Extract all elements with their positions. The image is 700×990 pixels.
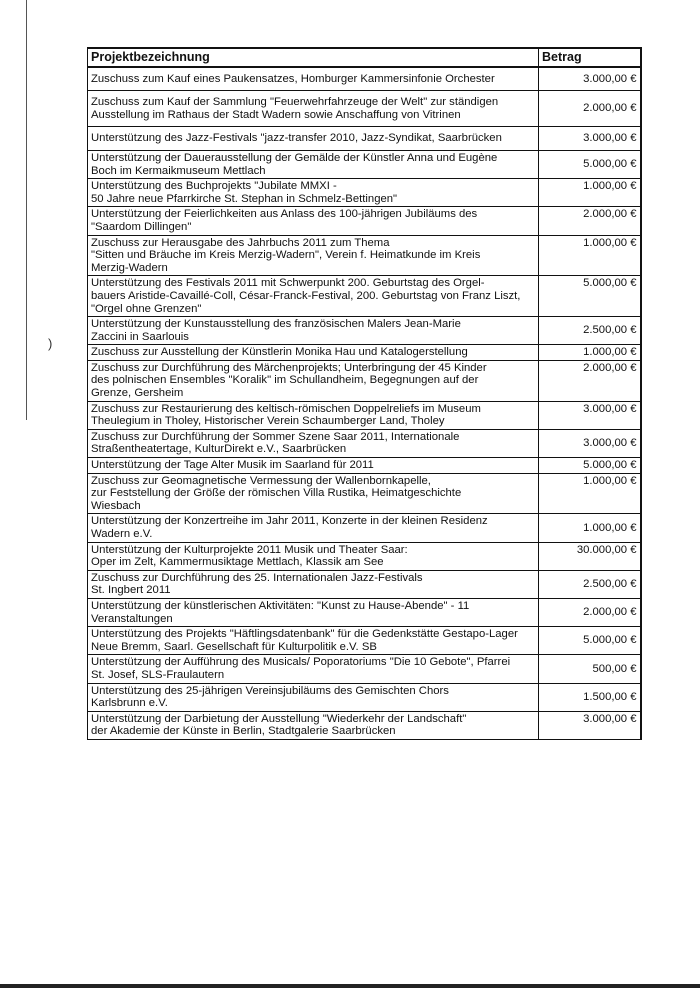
table-row	[88, 317, 641, 345]
table-row	[88, 458, 641, 474]
project-description: Zuschuss zur Herausgabe des Jahrbuchs 2011 zum Thema "Sitten und Bräuche im Kreis Merzig-Wadern", Verein f. Heimatkunde im Kreis Merzig-Wadern	[88, 235, 539, 276]
project-description: Unterstützung des Festivals 2011 mit Schwerpunkt 200. Geburtstag des Orgel- bauers Aristide-Cavaillé-Coll, César-Franck-Festival, 200. Geburtstag von Franz Liszt, "Orgel ohne Grenzen"	[88, 276, 539, 317]
table-row	[88, 345, 641, 361]
project-description: Unterstützung des Jazz-Festivals "jazz-transfer 2010, Jazz-Syndikat, Saarbrücken	[88, 127, 539, 151]
project-amount: 5.000,00 €	[539, 627, 641, 655]
project-description: Unterstützung der Darbietung der Ausstellung "Wiederkehr der Landschaft" der Akademie der Künste in Berlin, Stadtgalerie Saarbrücken	[88, 711, 539, 739]
project-amount: 1.000,00 €	[539, 345, 641, 361]
project-amount: 1.000,00 €	[539, 473, 641, 514]
table-row	[88, 655, 641, 683]
project-description: Unterstützung der Kulturprojekte 2011 Musik und Theater Saar: Oper im Zelt, Kammermusiktage Mettlach, Klassik am See	[88, 542, 539, 570]
project-description: Unterstützung der Aufführung des Musicals/ Poporatoriums "Die 10 Gebote", Pfarrei St. Josef, SLS-Fraulautern	[88, 655, 539, 683]
table-row	[88, 207, 641, 235]
project-amount: 3.000,00 €	[539, 127, 641, 151]
table-row	[88, 683, 641, 711]
project-amount: 5.000,00 €	[539, 458, 641, 474]
project-amount: 3.000,00 €	[539, 401, 641, 429]
project-amount: 1.000,00 €	[539, 179, 641, 207]
table-row	[88, 429, 641, 457]
margin-mark: )	[48, 336, 53, 351]
project-amount: 5.000,00 €	[539, 276, 641, 317]
project-description: Zuschuss zur Restaurierung des keltisch-römischen Doppelreliefs im Museum Theulegium in Tholey, Historischer Verein Schaumberger Land, Tholey	[88, 401, 539, 429]
project-description: Unterstützung der Konzertreihe im Jahr 2011, Konzerte in der kleinen Residenz Wadern e.V.	[88, 514, 539, 542]
table-row	[88, 627, 641, 655]
table-row	[88, 514, 641, 542]
project-description: Zuschuss zum Kauf eines Paukensatzes, Homburger Kammersinfonie Orchester	[88, 67, 539, 91]
project-description: Zuschuss zur Durchführung des 25. Internationalen Jazz-Festivals St. Ingbert 2011	[88, 570, 539, 598]
bottom-page-rule	[0, 984, 700, 988]
table-row	[88, 235, 641, 276]
project-description: Zuschuss zur Durchführung der Sommer Szene Saar 2011, Internationale Straßentheatertage, KulturDirekt e.V., Saarbrücken	[88, 429, 539, 457]
project-description: Zuschuss zum Kauf der Sammlung "Feuerwehrfahrzeuge der Welt" zur ständigen Ausstellung im Rathaus der Stadt Wadern sowie Anschaffung von Vitrinen	[88, 91, 539, 127]
table-row	[88, 542, 641, 570]
header-amount: Betrag	[539, 48, 641, 67]
project-amount: 2.500,00 €	[539, 570, 641, 598]
project-amount: 1.000,00 €	[539, 235, 641, 276]
table-row	[88, 127, 641, 151]
project-description: Zuschuss zur Ausstellung der Künstlerin Monika Hau und Katalogerstellung	[88, 345, 539, 361]
project-amount: 2.000,00 €	[539, 207, 641, 235]
project-amount: 3.000,00 €	[539, 711, 641, 739]
table-row	[88, 473, 641, 514]
project-amount: 3.000,00 €	[539, 67, 641, 91]
project-description: Unterstützung der Feierlichkeiten aus Anlass des 100-jährigen Jubiläums des "Saardom Dillingen"	[88, 207, 539, 235]
table-row	[88, 91, 641, 127]
table-header-row	[88, 48, 641, 67]
header-project: Projektbezeichnung	[88, 48, 539, 67]
left-margin-rule	[26, 0, 27, 420]
project-description: Unterstützung der Tage Alter Musik im Saarland für 2011	[88, 458, 539, 474]
table-row	[88, 360, 641, 401]
project-amount: 30.000,00 €	[539, 542, 641, 570]
project-description: Unterstützung des 25-jährigen Vereinsjubiläums des Gemischten Chors Karlsbrunn e.V.	[88, 683, 539, 711]
project-amount: 2.000,00 €	[539, 598, 641, 626]
project-description: Zuschuss zur Durchführung des Märchenprojekts; Unterbringung der 45 Kinder des polnischen Ensembles "Koralik" im Schullandheim, Begegnungen auf der Grenze, Gersheim	[88, 360, 539, 401]
table-row	[88, 276, 641, 317]
project-amount: 2.000,00 €	[539, 360, 641, 401]
project-amount: 500,00 €	[539, 655, 641, 683]
project-description: Unterstützung des Buchprojekts "Jubilate MMXI - 50 Jahre neue Pfarrkirche St. Stephan in Schmelz-Bettingen"	[88, 179, 539, 207]
project-amount: 2.000,00 €	[539, 91, 641, 127]
project-amount: 2.500,00 €	[539, 317, 641, 345]
table-row	[88, 711, 641, 739]
project-amount: 3.000,00 €	[539, 429, 641, 457]
project-description: Unterstützung des Projekts "Häftlingsdatenbank" für die Gedenkstätte Gestapo-Lager Neue Bremm, Saarl. Gesellschaft für Kulturpolitik e.V. SB	[88, 627, 539, 655]
project-description: Unterstützung der Kunstausstellung des französischen Malers Jean-Marie Zaccini in Saarlouis	[88, 317, 539, 345]
project-amount: 5.000,00 €	[539, 150, 641, 178]
table-row	[88, 179, 641, 207]
table-row	[88, 67, 641, 91]
project-amount: 1.000,00 €	[539, 514, 641, 542]
project-description: Zuschuss zur Geomagnetische Vermessung der Wallenbornkapelle, zur Feststellung der Größe der römischen Villa Rustika, Heimatgeschichte Wiesbach	[88, 473, 539, 514]
table-row	[88, 150, 641, 178]
project-description: Unterstützung der künstlerischen Aktivitäten: "Kunst zu Hause-Abende" - 11 Veranstaltungen	[88, 598, 539, 626]
table-row	[88, 401, 641, 429]
project-amount: 1.500,00 €	[539, 683, 641, 711]
project-description: Unterstützung der Dauerausstellung der Gemälde der Künstler Anna und Eugène Boch im Kermaikmuseum Mettlach	[88, 150, 539, 178]
funding-table	[87, 47, 642, 740]
table-row	[88, 598, 641, 626]
table-row	[88, 570, 641, 598]
